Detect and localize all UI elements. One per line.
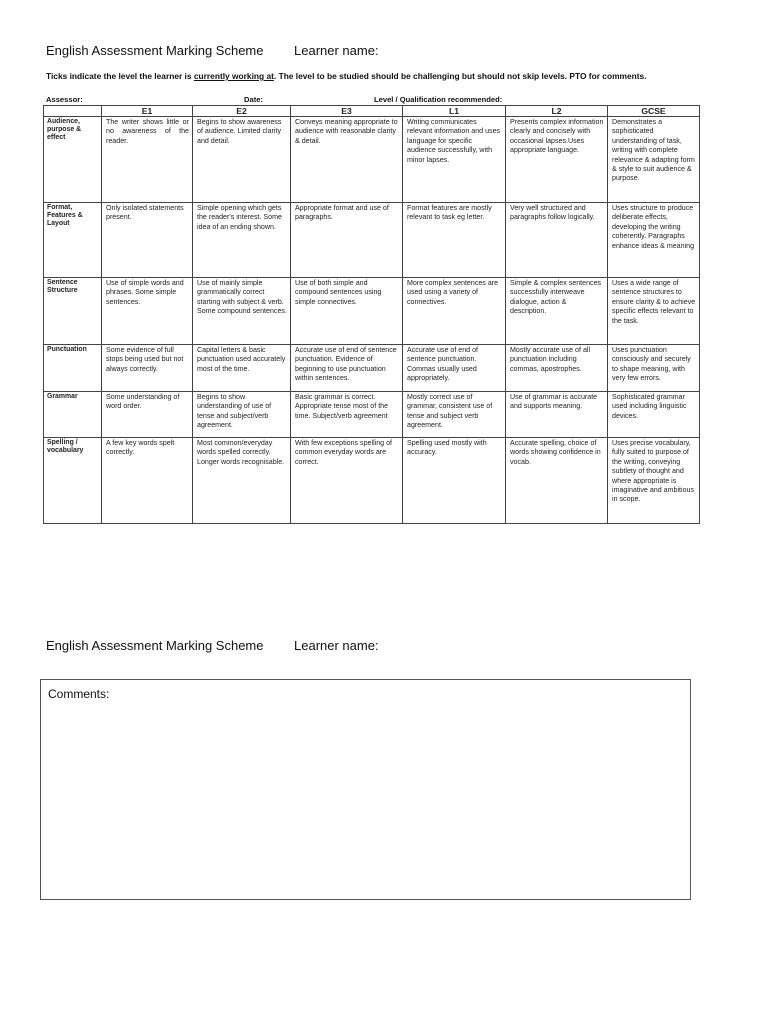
level-label: Level / Qualification recommended: — [374, 95, 503, 104]
table-cell: Some evidence of full stops being used but not always correctly. — [102, 345, 193, 392]
table-cell: Use of mainly simple grammatically correct starting with subject & verb. Some compound sentences. — [193, 278, 291, 345]
table-cell: Use of simple words and phrases. Some simple sentences. — [102, 278, 193, 345]
table-cell: Presents complex information clearly and concisely with occasional lapses.Uses appropriate language. — [506, 117, 608, 203]
table-row — [44, 345, 700, 392]
column-header-gcse: GCSE — [608, 106, 700, 117]
table-cell: The writer shows little or no awareness of the reader. — [102, 117, 193, 203]
table-cell: Uses structure to produce deliberate effects, developing the writing coherently. Paragraphs enhance ideas & meaning — [608, 203, 700, 278]
table-cell: With few exceptions spelling of common everyday words are correct. — [291, 438, 403, 524]
table-cell: Mostly correct use of grammar, consistent use of tense and subject verb agreement. — [403, 392, 506, 438]
table-cell: A few key words spelt correctly. — [102, 438, 193, 524]
table-cell: Format features are mostly relevant to task eg letter. — [403, 203, 506, 278]
column-header-l2: L2 — [506, 106, 608, 117]
table-cell: Accurate use of end of sentence punctuation. Commas usually used appropriately. — [403, 345, 506, 392]
table-cell: Writing communicates relevant information and uses language for specific audience successfully, with minor lapses. — [403, 117, 506, 203]
column-header — [44, 106, 102, 117]
row-heading: Sentence Structure — [44, 278, 102, 345]
table-cell: Capital letters & basic punctuation used accurately most of the time. — [193, 345, 291, 392]
table-cell: Demonstrates a sophisticated understanding of task, writing with complete relevance & adapting form & style to suit audience & purpose. — [608, 117, 700, 203]
table-cell: Begins to show awareness of audience. Limited clarity and detail. — [193, 117, 291, 203]
column-header-l1: L1 — [403, 106, 506, 117]
table-cell: Basic grammar is correct. Appropriate tense most of the time. Subject/verb agreement — [291, 392, 403, 438]
instructions-text-2: . The level to be studied should be challenging but should not skip levels. PTO for comments. — [273, 71, 647, 81]
table-cell: Appropriate format and use of paragraphs. — [291, 203, 403, 278]
row-heading: Format, Features & Layout — [44, 203, 102, 278]
comments-box[interactable] — [40, 679, 691, 900]
row-heading: Spelling / vocabulary — [44, 438, 102, 524]
instructions-text-1: Ticks indicate the level the learner is — [46, 71, 194, 81]
table-row — [44, 117, 700, 203]
assessor-label: Assessor: — [46, 95, 83, 104]
row-heading: Audience, purpose & effect — [44, 117, 102, 203]
table-cell: More complex sentences are used using a variety of connectives. — [403, 278, 506, 345]
instructions-note — [46, 71, 726, 81]
column-header-e2: E2 — [193, 106, 291, 117]
table-cell: Some understanding of word order. — [102, 392, 193, 438]
table-cell: Uses a wide range of sentence structures to ensure clarity & to achieve specific effects relevant to the task. — [608, 278, 700, 345]
table-cell: Uses precise vocabulary, fully suited to purpose of the writing, conveying subtlety of thought and where appropriate is imaginative and ambitious in scope. — [608, 438, 700, 524]
comments-label: Comments: — [48, 687, 110, 701]
date-label: Date: — [244, 95, 263, 104]
learner-name-label: Learner name: — [294, 43, 379, 58]
table-cell: Only isolated statements present. — [102, 203, 193, 278]
table-cell: Simple & complex sentences successfully interweave dialogue, action & description. — [506, 278, 608, 345]
row-heading: Punctuation — [44, 345, 102, 392]
table-cell: Very well structured and paragraphs follow logically. — [506, 203, 608, 278]
table-cell: Simple opening which gets the reader's interest. Some idea of an ending shown. — [193, 203, 291, 278]
table-cell: Conveys meaning appropriate to audience with reasonable clarity & detail. — [291, 117, 403, 203]
instructions-underlined: currently working at — [193, 71, 274, 81]
table-cell: Begins to show understanding of use of tense and subject/verb agreement. — [193, 392, 291, 438]
table-cell: Most common/everyday words spelled correctly. Longer words recognisable. — [193, 438, 291, 524]
page-title-2: English Assessment Marking Scheme — [46, 638, 264, 653]
table-cell: Use of both simple and compound sentences using simple connectives. — [291, 278, 403, 345]
marking-scheme-table — [43, 105, 700, 524]
table-row — [44, 203, 700, 278]
table-cell: Mostly accurate use of all punctuation including commas, apostrophes. — [506, 345, 608, 392]
column-header-e3: E3 — [291, 106, 403, 117]
row-heading: Grammar — [44, 392, 102, 438]
table-row — [44, 392, 700, 438]
table-row — [44, 438, 700, 524]
table-cell: Accurate use of end of sentence punctuation. Evidence of beginning to use punctuation within sentences. — [291, 345, 403, 392]
column-header-e1: E1 — [102, 106, 193, 117]
table-cell: Use of grammar is accurate and supports meaning. — [506, 392, 608, 438]
learner-name-label-2: Learner name: — [294, 638, 379, 653]
table-cell: Sophisticated grammar used including linguistic devices. — [608, 392, 700, 438]
table-cell: Spelling used mostly with accuracy. — [403, 438, 506, 524]
table-row — [44, 278, 700, 345]
table-cell: Accurate spelling, choice of words showing confidence in vocab. — [506, 438, 608, 524]
table-header-row — [44, 106, 700, 117]
table-cell: Uses punctuation consciously and securely to shape meaning, with very few errors. — [608, 345, 700, 392]
page-title: English Assessment Marking Scheme — [46, 43, 264, 58]
